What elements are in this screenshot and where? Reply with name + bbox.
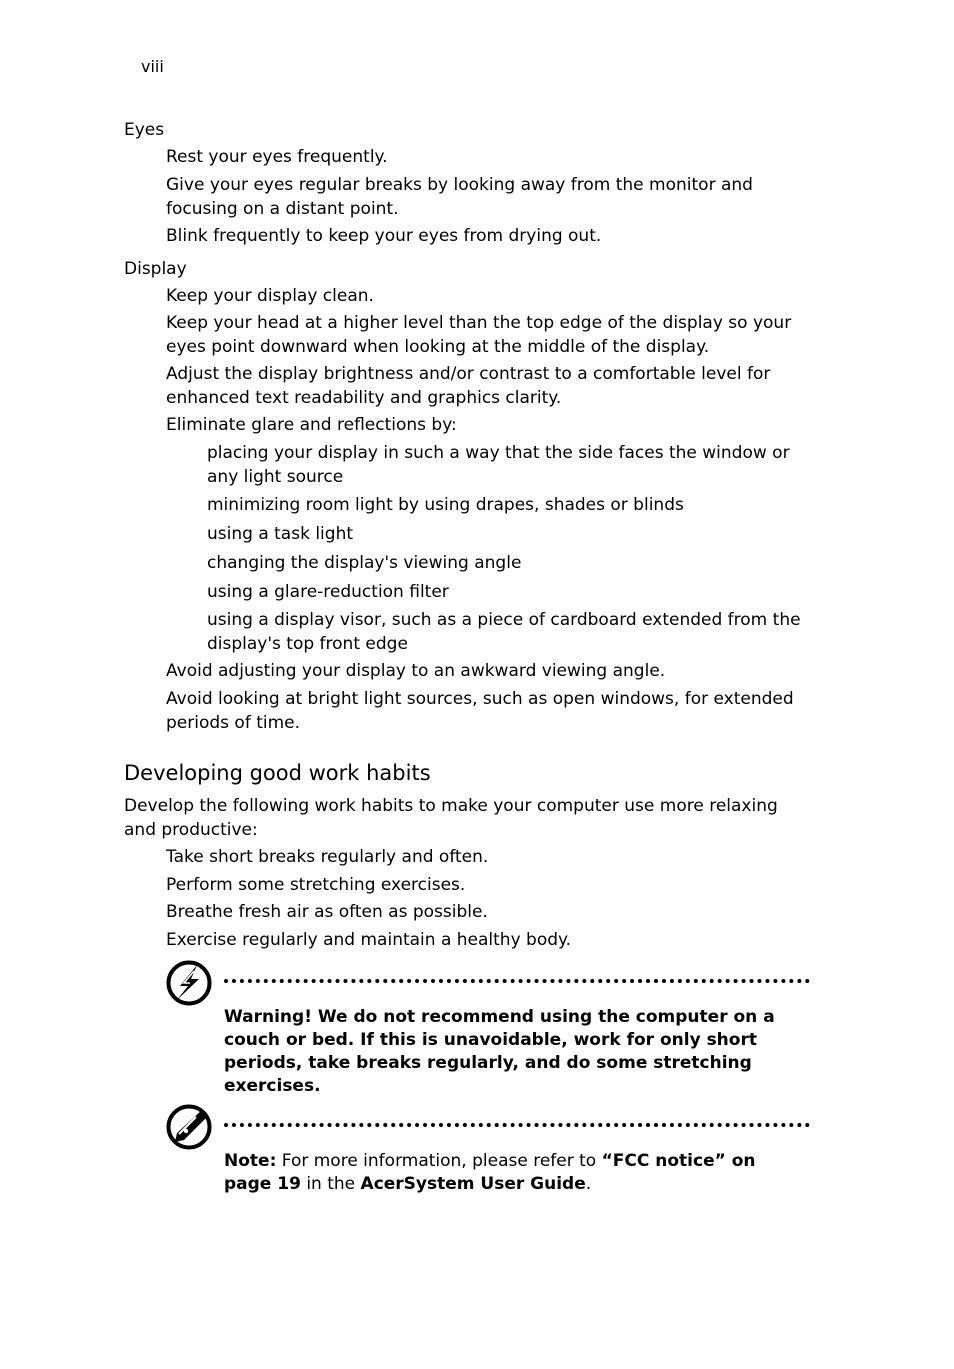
section-title: Developing good work habits — [124, 761, 431, 785]
note-guide-name: AcerSystem User Guide — [360, 1174, 586, 1194]
display-item: Avoid adjusting your display to an awkward viewing angle. — [166, 661, 666, 681]
habits-item: Perform some stretching exercises. — [166, 875, 466, 895]
eyes-item: Give your eyes regular breaks by looking away from the monitor and focusing on a distant point. — [166, 175, 753, 219]
glare-item: placing your display in such a way that the side faces the window or any light source — [207, 443, 790, 487]
display-item: Eliminate glare and reflections by: — [166, 415, 457, 435]
habits-item: Breathe fresh air as often as possible. — [166, 902, 488, 922]
warning-text: Warning! We do not recommend using the computer on a couch or bed. If this is unavoidable, work for only short periods, take breaks regularly, and do some stretching exercises. — [224, 1007, 775, 1096]
eyes-item: Rest your eyes frequently. — [166, 147, 388, 167]
note-text-part: For more information, please refer to — [276, 1151, 602, 1171]
note-text-part: in the — [300, 1174, 361, 1194]
note-label: Note: — [224, 1151, 277, 1171]
warning-lightning-icon — [166, 960, 212, 1006]
habits-intro: Develop the following work habits to make your computer use more relaxing and productive: — [124, 796, 778, 840]
note-pen-icon — [166, 1104, 212, 1150]
display-heading: Display — [124, 259, 187, 279]
eyes-heading: Eyes — [124, 120, 165, 140]
glare-item: minimizing room light by using drapes, shades or blinds — [207, 495, 684, 515]
habits-item: Exercise regularly and maintain a healthy body. — [166, 930, 572, 950]
display-item: Adjust the display brightness and/or contrast to a comfortable level for enhanced text readability and graphics clarity. — [166, 364, 771, 408]
note-text — [224, 1150, 794, 1196]
glare-item: using a display visor, such as a piece of cardboard extended from the display's top front edge — [207, 610, 801, 654]
habits-item: Take short breaks regularly and often. — [166, 847, 489, 867]
note-callout — [166, 1104, 812, 1204]
glare-item: changing the display's viewing angle — [207, 553, 522, 573]
page-number: viii — [141, 57, 164, 76]
eyes-item: Blink frequently to keep your eyes from drying out. — [166, 226, 602, 246]
display-item: Keep your display clean. — [166, 286, 374, 306]
display-item: Avoid looking at bright light sources, such as open windows, for extended periods of time. — [166, 689, 794, 733]
note-reference: “FCC notice” on page 19 — [224, 1151, 756, 1194]
display-item: Keep your head at a higher level than the top edge of the display so your eyes point downward when looking at the middle of the display. — [166, 313, 792, 357]
page-content — [124, 118, 814, 952]
warning-divider — [224, 979, 810, 983]
note-divider — [224, 1123, 810, 1127]
glare-item: using a glare-reduction filter — [207, 582, 449, 602]
warning-callout — [166, 960, 812, 1096]
glare-item: using a task light — [207, 524, 354, 544]
note-text-part: . — [585, 1174, 592, 1194]
